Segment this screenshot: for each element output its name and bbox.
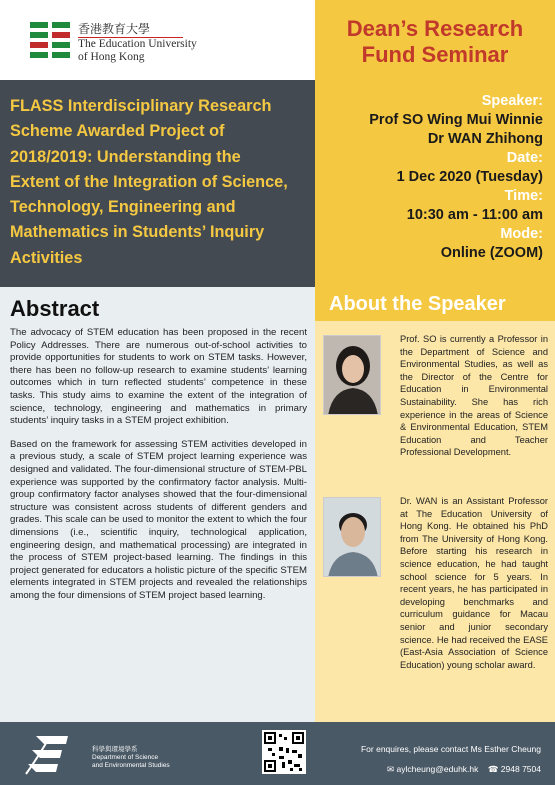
time-value: 10:30 am - 11:00 am <box>406 207 543 223</box>
abstract-paragraph-2: Based on the framework for assessing STEM activities developed in a previous study, a scale of STEM project learning experience was designed and validated. The four-dimensional structure of STEM-PBL experience was supported by the confirmatory factor analysis. Multi-group confirmatory factor analyses showed that the four-dimensional structure was consistent across students of different genders and grades. This scale can be used to monitor the extent to which the four dimensions (i.e., scientific inquiry, technological application, engineering design, and mathematical processing) are integrated in the process of STEM project-based learning. The findings in this project generated for educators a holistic picture of the specific STEM elements integrated in STEM projects and revealed the relationships among the four dimensions of STEM project based learning. <box>10 438 307 601</box>
project-title <box>10 94 309 271</box>
person-photo-icon <box>324 498 381 577</box>
person-photo-icon <box>324 336 381 415</box>
logo-english-line2: of Hong Kong <box>78 51 145 63</box>
seminar-title-line1: Dean’s Research <box>346 16 524 41</box>
footer <box>0 722 555 785</box>
enquiry-text: For enquires, please contact Ms Esther Cheung <box>360 744 541 754</box>
seminar-title-line2: Fund Seminar <box>361 42 509 67</box>
eduhk-logo-icon <box>30 20 72 62</box>
speaker-name-1: Prof SO Wing Mui Winnie <box>369 112 543 128</box>
qr-code-icon <box>264 732 304 772</box>
department-chinese-name: 科學與環境學系 <box>92 746 138 753</box>
mode-value: Online (ZOOM) <box>440 245 543 261</box>
department-english-name-2: and Environmental Studies <box>92 762 170 769</box>
abstract-paragraph-1: The advocacy of STEM education has been proposed in the recent Policy Addresses. There are numerous out-of-school activities to provide opportunities for students to work on STEM tasks. However, there has been no follow-up research to examine students’ learning outcomes which in turn reflected students’ competence in these tasks. This study aims to examine the extent of the integration of science, technology, engineering and mathematics in primary students’ inquiry tasks in a STEM project exhibition. <box>10 327 307 427</box>
about-speaker-section <box>315 287 555 722</box>
seminar-heading <box>315 0 555 80</box>
seminar-title <box>315 0 555 68</box>
mode-label: Mode: <box>500 226 543 242</box>
contact-details <box>387 764 541 775</box>
eduhk-logo-area <box>0 0 315 80</box>
speaker-photo-so <box>323 335 381 415</box>
speaker-label: Speaker: <box>481 93 543 109</box>
abstract-section <box>0 287 315 722</box>
speaker-bio-so: Prof. SO is currently a Professor in the Department of Science and Environmental Studies, as well as the Director of the Centre for Education in Environmental Sustainability. She has rich experience in the areas of Science & Environmental Education, STEM Education and Teacher Professional Development. <box>400 334 548 458</box>
project-title-line: Activities <box>10 248 83 267</box>
project-title-line: FLASS Interdisciplinary Research <box>10 97 272 115</box>
logo-english-name <box>78 38 197 64</box>
project-title-block <box>0 80 315 287</box>
project-title-line: Scheme Awarded Project of <box>10 122 225 141</box>
project-title-line: 2018/2019: Understanding the <box>10 147 241 166</box>
ses-department-logo-icon <box>22 730 74 778</box>
date-value: 1 Dec 2020 (Tuesday) <box>396 169 543 185</box>
logo-english-line1: The Education University <box>78 38 197 50</box>
project-title-line: Mathematics in Students’ Inquiry <box>10 223 265 242</box>
contact-phone: ☎ 2948 7504 <box>487 764 541 774</box>
speaker-photo-wan <box>323 497 381 577</box>
qr-code[interactable] <box>262 730 306 774</box>
time-label: Time: <box>504 188 543 204</box>
abstract-heading: Abstract <box>10 296 100 321</box>
date-label: Date: <box>506 150 543 166</box>
seminar-info-block <box>315 80 555 287</box>
contact-email[interactable]: ✉ aylcheung@eduhk.hk <box>387 764 479 774</box>
project-title-line: Extent of the Integration of Science, <box>10 172 288 191</box>
speaker-bio-wan: Dr. WAN is an Assistant Professor at The Education University of Hong Kong. He obtained his PhD from The University of Hong Kong. Before starting his research in science education, he had taught school science for 5 years. In recent years, he has participated in developing benchmarks and curriculum guidance for Macau senior and junior secondary science. He had received the EASE (East-Asia Association of Science Education) young scholar award. <box>400 496 548 670</box>
logo-chinese-name: 香港教育大學 <box>78 22 151 36</box>
department-english-name-1: Department of Science <box>92 754 159 761</box>
speaker-name-2: Dr WAN Zhihong <box>427 131 543 147</box>
about-speaker-heading: About the Speaker <box>315 287 555 321</box>
project-title-line: Technology, Engineering and <box>10 198 236 217</box>
